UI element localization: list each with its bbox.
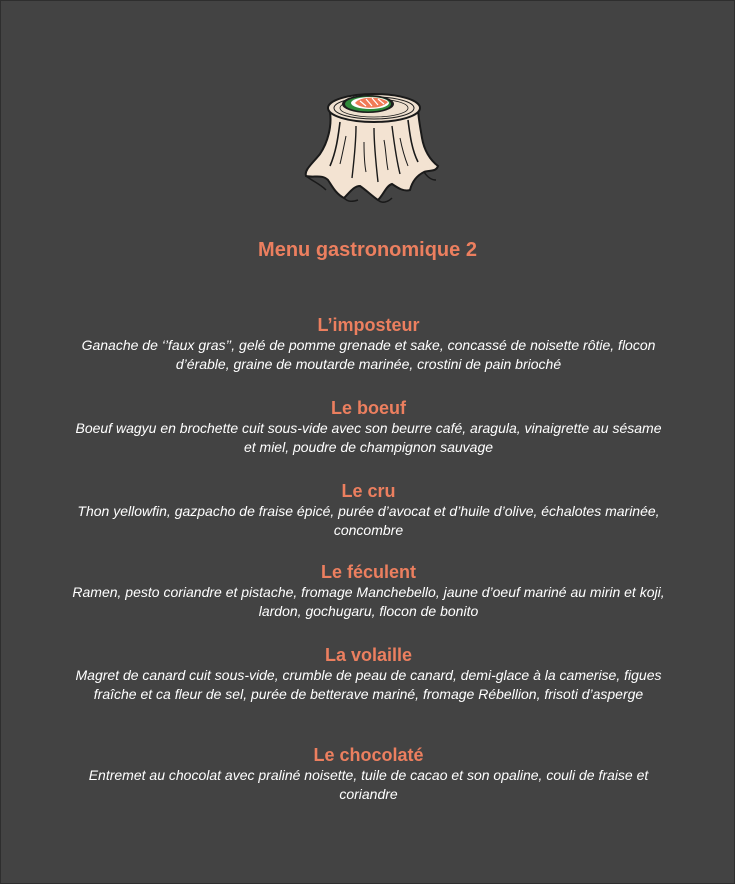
course-item bbox=[70, 744, 667, 804]
menu-title: Menu gastronomique 2 bbox=[258, 239, 477, 261]
course-item bbox=[70, 644, 667, 704]
course-name: L’imposteur bbox=[317, 315, 420, 335]
course-description: Entremet au chocolat avec praliné noisette, tuile de cacao et son opaline, couli de fraise et coriandre bbox=[88, 767, 649, 802]
course-description: Magret de canard cuit sous-vide, crumble de peau de canard, demi-glace à la camerise, figues fraîche et ca fleur de sel, purée de betterave mariné, fromage Rébellion, frisoti d’asperge bbox=[75, 667, 662, 702]
course-item bbox=[70, 397, 667, 457]
course-name: Le féculent bbox=[320, 562, 417, 582]
course-item bbox=[70, 561, 667, 621]
course-name: La volaille bbox=[324, 645, 413, 665]
course-description: Ramen, pesto coriandre et pistache, fromage Manchebello, jaune d’oeuf mariné au mirin et koji, lardon, gochugaru, flocon de bonito bbox=[72, 584, 665, 619]
course-name: Le cru bbox=[341, 481, 396, 501]
course-item bbox=[70, 480, 667, 540]
course-name: Le chocolaté bbox=[313, 745, 424, 765]
course-name: Le boeuf bbox=[331, 398, 406, 418]
course-item bbox=[70, 314, 667, 374]
course-description: Ganache de ‘’faux gras’’, gelé de pomme grenade et sake, concassé de noisette rôtie, flocon d’érable, graine de moutarde marinée, crostini de pain brioché bbox=[81, 337, 656, 372]
sushi-stump-logo-icon bbox=[300, 86, 440, 204]
course-description: Thon yellowfin, gazpacho de fraise épicé, purée d’avocat et d’huile d’olive, échalotes marinée, concombre bbox=[77, 503, 660, 538]
course-description: Boeuf wagyu en brochette cuit sous-vide avec son beurre café, aragula, vinaigrette au sésame et miel, poudre de champignon sauvage bbox=[75, 420, 662, 455]
